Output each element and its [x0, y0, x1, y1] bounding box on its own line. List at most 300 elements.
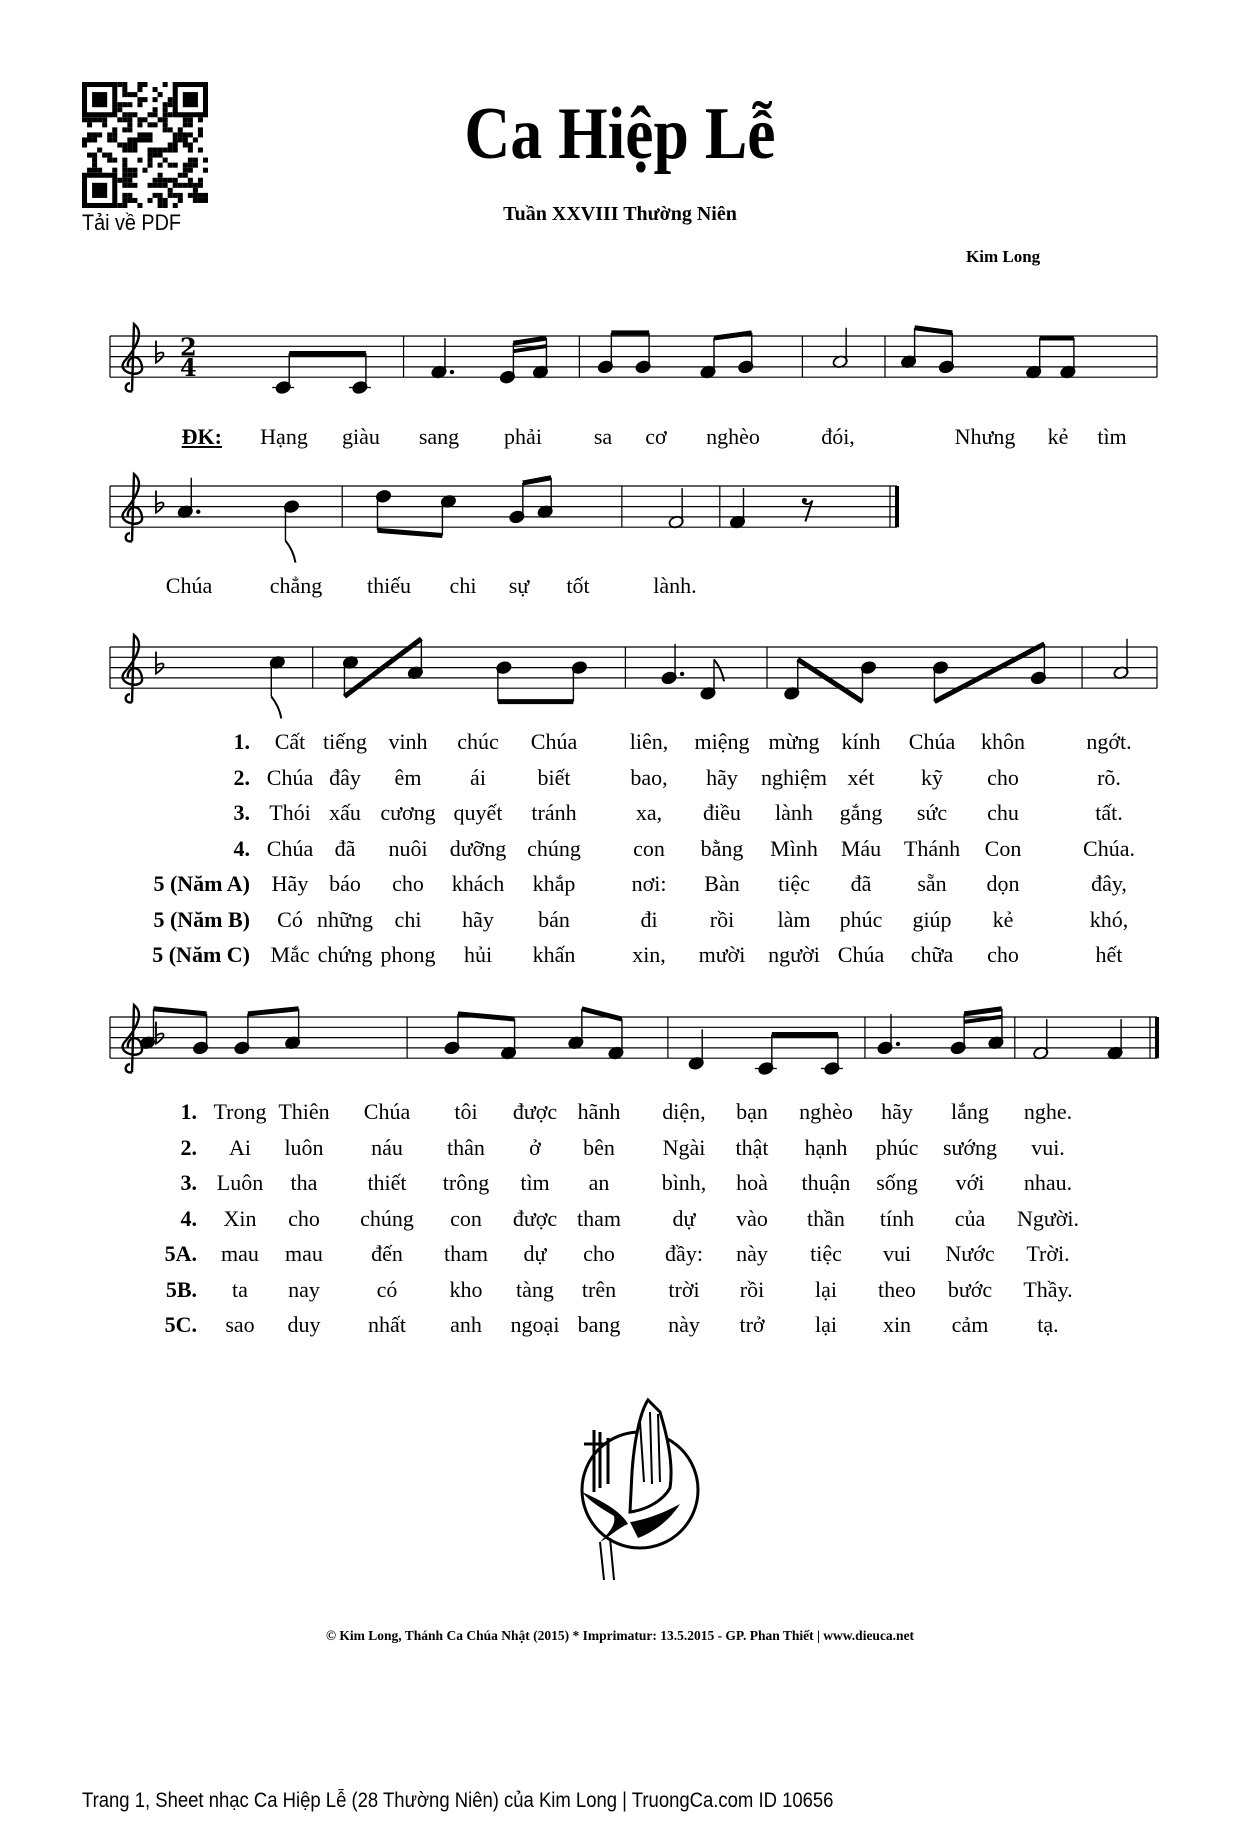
lyric-word: nuôi: [388, 835, 428, 861]
lyric-word: Hạng: [260, 424, 308, 449]
song-subtitle: Tuần XXVIII Thường Niên: [503, 203, 737, 225]
note: [597, 360, 613, 374]
note: [275, 380, 291, 394]
qr-module: [198, 178, 203, 183]
lyric-word: rồi: [739, 1276, 765, 1302]
lyric-word: Có: [277, 906, 303, 932]
lyric-word: con: [450, 1205, 482, 1231]
lyric-word: tìm: [520, 1170, 550, 1195]
note: [1060, 365, 1076, 379]
note: [938, 360, 954, 374]
lyric-word: trời: [668, 1276, 700, 1302]
lyric-word: hãnh: [577, 1099, 621, 1124]
lyric-word: xét: [847, 764, 875, 790]
lyric-word: vui: [882, 1241, 912, 1266]
lyric-word: Chúa: [837, 942, 885, 967]
note: [901, 355, 917, 369]
note: [635, 360, 651, 374]
verse-label: 4.: [180, 1205, 197, 1231]
note: [688, 1056, 704, 1070]
lyric-word: mau: [221, 1241, 259, 1266]
lyric-word: tiệc: [810, 1241, 842, 1266]
verse-label: 5B.: [165, 1276, 197, 1302]
lyric-word: Chúa: [530, 729, 578, 754]
treble-clef-icon: [123, 324, 143, 391]
note: [758, 1061, 774, 1075]
flat-icon: [156, 341, 164, 363]
lyric-word: có: [376, 1276, 398, 1302]
note: [877, 1041, 893, 1055]
lyric-word: bên: [583, 1134, 615, 1160]
lyric-word: kỹ: [921, 764, 943, 790]
lyric-word: được: [512, 1205, 558, 1231]
lyric-word: nghèo: [799, 1099, 853, 1124]
lyric-word: lại: [815, 1312, 837, 1337]
song-title: Ca Hiệp Lễ: [464, 93, 776, 175]
verse-label: 2.: [233, 764, 250, 790]
lyric-word: Nhưng: [954, 424, 1016, 449]
lyric-word: tiếng: [323, 729, 367, 754]
lyric-word: cho: [987, 942, 1019, 967]
lyric-word: của: [954, 1205, 986, 1231]
verse-label: 5C.: [164, 1312, 197, 1337]
lyric-word: lành.: [653, 573, 697, 598]
lyric-word: rồi: [709, 906, 735, 932]
lyric-word: cho: [288, 1205, 320, 1231]
qr-module: [198, 183, 203, 188]
qr-module: [122, 82, 127, 87]
lyric-word: này: [736, 1241, 768, 1266]
lyric-word: hủi: [463, 942, 493, 967]
qr-module: [188, 178, 193, 183]
verse-label: 1.: [233, 729, 250, 754]
composer: Kim Long: [966, 247, 1041, 266]
lyric-word: bằng: [700, 835, 744, 861]
lyric-word: những: [317, 906, 373, 932]
verse-label: 5 (Năm B): [153, 906, 250, 932]
qr-module: [158, 183, 163, 188]
note: [1026, 365, 1042, 379]
flat-icon: [156, 491, 164, 513]
note: [352, 380, 368, 394]
lyric-word: biết: [537, 764, 571, 790]
lyric-word: lành: [775, 800, 813, 825]
lyric-word: dự: [672, 1205, 696, 1231]
lyric-word: duy: [287, 1312, 321, 1337]
note: [932, 661, 948, 675]
lyric-word: đây,: [1091, 871, 1127, 896]
lyric-word: sự: [508, 573, 530, 598]
lyric-word: bao,: [630, 764, 668, 790]
flat-icon: [156, 1022, 164, 1044]
note: [860, 661, 876, 675]
lyric-word: Cất: [274, 729, 306, 754]
lyric-word: tính: [879, 1205, 915, 1231]
lyric-word: tha: [290, 1170, 318, 1195]
refrain-label: ĐK:: [181, 424, 222, 449]
lyric-word: tất.: [1095, 800, 1123, 825]
lyric-word: Chúa: [363, 1099, 411, 1124]
qr-module: [153, 183, 158, 188]
lyric-word: chúng: [360, 1205, 414, 1231]
download-pdf-link[interactable]: Tải về PDF: [82, 210, 182, 235]
lyric-word: đến: [371, 1241, 403, 1266]
lyric-word: chi: [394, 906, 422, 932]
lyric-word: phúc: [839, 906, 883, 932]
lyric-word: đi: [640, 906, 658, 932]
note: [1033, 1046, 1049, 1060]
lyric-word: theo: [878, 1276, 916, 1302]
note: [700, 365, 716, 379]
lyric-word: mười: [698, 942, 746, 967]
lyric-word: cơ: [645, 424, 667, 449]
lyric-word: cho: [987, 764, 1019, 790]
lyric-word: xin,: [632, 942, 666, 967]
note: [1113, 666, 1129, 680]
lyric-word: Thói: [269, 800, 311, 825]
verse-label: 5A.: [164, 1241, 197, 1266]
lyric-word: thiết: [367, 1170, 407, 1195]
lyric-word: kẻ: [992, 906, 1014, 932]
lyric-word: bình,: [661, 1170, 707, 1195]
note: [407, 666, 423, 680]
lyric-word: Mắc: [270, 942, 310, 967]
note: [661, 671, 677, 685]
lyric-word: hết: [1095, 942, 1123, 967]
lyric-word: trở: [739, 1312, 765, 1337]
verse-label: 3.: [233, 800, 250, 825]
lyric-word: chi: [449, 573, 477, 598]
lyric-word: phong: [380, 942, 436, 967]
lyric-word: kho: [449, 1276, 483, 1302]
lyric-word: Người.: [1016, 1205, 1080, 1231]
treble-clef-icon: [123, 635, 143, 702]
lyric-word: Luôn: [216, 1170, 264, 1195]
lyric-word: giàu: [342, 424, 380, 449]
lyric-word: ngoại: [510, 1312, 560, 1337]
lyric-word: vào: [736, 1205, 768, 1231]
lyric-word: đầy:: [665, 1241, 703, 1266]
note: [496, 661, 512, 675]
qr-module: [122, 193, 127, 198]
lyric-word: an: [588, 1170, 610, 1195]
verse-label: 5 (Năm A): [153, 871, 250, 896]
note: [832, 355, 848, 369]
lyric-word: Mình: [770, 835, 818, 861]
lyric-word: tốt: [566, 573, 590, 598]
lyric-word: sẵn: [917, 871, 947, 896]
staff-2: [110, 474, 897, 563]
lyric-word: Nước: [945, 1241, 995, 1266]
lyric-word: Ngài: [662, 1134, 706, 1160]
lyric-word: tránh: [531, 800, 577, 825]
lyric-word: Hãy: [271, 871, 309, 896]
lyric-word: hãy: [706, 764, 738, 790]
lyric-word: dưỡng: [449, 835, 507, 861]
page-footer[interactable]: Trang 1, Sheet nhạc Ca Hiệp Lễ (28 Thường Niên) của Kim Long | TruongCa.com ID 10656: [82, 1789, 834, 1812]
note: [738, 360, 754, 374]
lyric-word: người: [768, 942, 820, 967]
lyric-word: Thiên: [278, 1099, 330, 1124]
note: [375, 489, 391, 503]
qr-module: [168, 193, 173, 198]
qr-module: [137, 82, 142, 87]
qr-module: [142, 82, 147, 87]
qr-module: [163, 178, 168, 183]
note: [193, 1041, 209, 1055]
lyric-word: hãy: [462, 906, 494, 932]
lyric-word: mau: [285, 1241, 323, 1266]
verse-label: 2.: [180, 1134, 197, 1160]
lyric-word: lại: [815, 1276, 837, 1302]
lyric-word: phải: [504, 424, 542, 449]
lyric-word: sang: [418, 424, 460, 449]
lyric-word: Trời.: [1026, 1241, 1070, 1266]
lyric-word: diện,: [662, 1099, 706, 1124]
lyric-word: trông: [442, 1170, 490, 1195]
qr-module: [168, 188, 173, 193]
lyric-word: con: [633, 835, 665, 861]
lyric-word: náu: [371, 1134, 403, 1160]
lyric-word: sống: [876, 1170, 918, 1195]
qr-module: [193, 193, 198, 198]
lyric-word: làm: [777, 906, 811, 932]
treble-clef-icon: [123, 1005, 143, 1072]
lyric-word: sa: [593, 424, 613, 449]
lyric-word: dọn: [986, 871, 1020, 896]
lyric-word: cương: [380, 800, 436, 825]
lyric-word: tạ.: [1037, 1312, 1059, 1337]
note: [177, 505, 193, 519]
note: [1107, 1046, 1123, 1060]
qr-module: [178, 183, 183, 188]
note: [784, 686, 800, 700]
lyric-word: báo: [329, 871, 361, 896]
qr-module: [183, 183, 188, 188]
lyric-word: Chúa: [165, 573, 213, 598]
qr-module: [117, 82, 122, 87]
lyric-word: quyết: [453, 800, 503, 825]
lyric-word: bạn: [736, 1099, 768, 1124]
lyric-word: ái: [470, 764, 486, 790]
note: [700, 686, 716, 700]
lyric-word: ở: [529, 1134, 541, 1160]
lyric-word: chữa: [910, 942, 954, 967]
note: [950, 1041, 966, 1055]
lyric-word: chúc: [457, 729, 499, 754]
lyric-word: rõ.: [1097, 764, 1121, 790]
lyric-word: Máu: [840, 835, 882, 861]
lyric-word: hãy: [881, 1099, 913, 1124]
lyric-word: Bàn: [704, 871, 740, 896]
eighth-rest-icon: [802, 500, 812, 521]
lyric-word: Con: [984, 835, 1022, 861]
qr-module: [132, 183, 137, 188]
note: [440, 494, 456, 508]
qr-module: [168, 178, 173, 183]
verse-label: 1.: [180, 1099, 197, 1124]
lyric-word: chúng: [527, 835, 581, 861]
note: [499, 370, 515, 384]
qr-module: [203, 193, 208, 198]
lyric-word: nơi:: [631, 871, 667, 896]
lyric-word: trên: [581, 1276, 617, 1302]
qr-module: [148, 183, 153, 188]
note: [988, 1036, 1004, 1050]
lyric-word: kính: [841, 729, 881, 754]
note: [139, 1036, 155, 1050]
lyric-word: mừng: [768, 729, 820, 754]
staff-3: [110, 635, 1157, 718]
lyric-word: khôn: [981, 729, 1025, 754]
copyright-notice: © Kim Long, Thánh Ca Chúa Nhật (2015) * Imprimatur: 13.5.2015 - GP. Phan Thiết | www.dieuca.net: [325, 1628, 915, 1643]
time-signature: 4: [180, 353, 197, 383]
lyric-word: Chúa: [908, 729, 956, 754]
staff-1: [110, 324, 1157, 395]
qr-module: [117, 178, 122, 183]
note: [283, 500, 299, 514]
qr-module: [153, 193, 158, 198]
lyric-word: chẳng: [269, 573, 323, 598]
lyric-word: thuận: [801, 1170, 851, 1195]
qr-module: [163, 183, 168, 188]
lyric-word: lắng: [951, 1099, 989, 1124]
staff-4: [110, 1005, 1157, 1076]
flat-icon: [156, 652, 164, 674]
qr-module: [188, 193, 193, 198]
lyric-word: Trong: [213, 1099, 267, 1124]
lyric-word: sao: [225, 1312, 255, 1337]
lyric-word: đây: [329, 764, 361, 790]
qr-module: [163, 82, 168, 87]
note: [1030, 671, 1046, 685]
lyric-word: êm: [394, 764, 422, 790]
qr-module: [188, 183, 193, 188]
note: [608, 1046, 624, 1060]
qr-module: [158, 193, 163, 198]
qr-module: [198, 193, 203, 198]
lyric-word: gắng: [839, 800, 883, 825]
lyric-word: xa,: [635, 800, 663, 825]
lyric-word: dự: [523, 1241, 547, 1266]
lyric-word: với: [955, 1170, 985, 1195]
lyric-word: tìm: [1097, 424, 1127, 449]
note: [824, 1061, 840, 1075]
lyric-word: sướng: [942, 1134, 998, 1160]
lyric-word: này: [668, 1312, 700, 1337]
note: [509, 510, 525, 524]
qr-module: [127, 193, 132, 198]
lyric-word: anh: [450, 1312, 482, 1337]
lyric-word: Thầy.: [1023, 1276, 1073, 1302]
lyric-word: xấu: [329, 800, 361, 825]
lyric-word: đã: [850, 871, 872, 896]
lyric-word: khách: [451, 871, 505, 896]
lyric-word: nhau.: [1023, 1170, 1073, 1195]
note: [285, 1036, 301, 1050]
lyric-word: kẻ: [1047, 424, 1069, 449]
lyric-word: nay: [288, 1276, 320, 1302]
verse-label: 4.: [233, 835, 250, 861]
lyric-word: phúc: [875, 1134, 919, 1160]
qr-module: [158, 178, 163, 183]
treble-clef-icon: [123, 474, 143, 541]
lyric-word: khó,: [1089, 906, 1129, 932]
lyric-word: khấn: [532, 942, 576, 967]
qr-module: [153, 178, 158, 183]
lyric-word: nghiệm: [761, 764, 827, 790]
lyric-word: liên,: [629, 729, 669, 754]
qr-module: [178, 193, 183, 198]
note: [568, 1036, 584, 1050]
verse-label: 5 (Năm C): [152, 942, 250, 967]
note: [729, 515, 745, 529]
lyric-word: tiệc: [778, 871, 810, 896]
qr-module: [173, 178, 178, 183]
lyric-word: Thánh: [903, 835, 961, 861]
note: [444, 1041, 460, 1055]
lyric-word: thân: [447, 1134, 485, 1160]
qr-module: [173, 193, 178, 198]
lyric-word: nghe.: [1023, 1099, 1073, 1124]
lyric-word: nhất: [368, 1312, 406, 1337]
lyric-word: Chúa: [266, 835, 314, 861]
lyric-word: tham: [444, 1241, 488, 1266]
lyric-word: Chúa: [266, 764, 314, 790]
note: [537, 505, 553, 519]
lyric-word: thần: [807, 1205, 845, 1231]
note: [342, 655, 358, 669]
qr-module: [122, 178, 127, 183]
lyric-word: miệng: [694, 729, 750, 754]
lyric-word: hạnh: [804, 1134, 848, 1160]
lyric-word: ngớt.: [1086, 729, 1132, 754]
qr-module: [193, 188, 198, 193]
qr-module: [127, 183, 132, 188]
qr-module: [173, 183, 178, 188]
note: [532, 365, 548, 379]
lyric-word: bang: [577, 1312, 621, 1337]
lyric-word: tàng: [516, 1276, 554, 1302]
lyric-word: cảm: [951, 1312, 989, 1337]
lyric-word: đã: [334, 835, 356, 861]
lyric-word: điều: [703, 800, 741, 825]
lyric-word: hoà: [736, 1170, 768, 1195]
note: [269, 655, 285, 669]
lyric-word: ta: [232, 1276, 248, 1302]
lyric-word: Xin: [223, 1205, 257, 1231]
lyric-word: khắp: [532, 871, 576, 896]
note: [234, 1041, 250, 1055]
lyric-word: tôi: [454, 1099, 478, 1124]
lyric-word: vinh: [388, 729, 428, 754]
note: [668, 515, 684, 529]
lyric-word: cho: [583, 1241, 615, 1266]
lyric-word: thật: [735, 1134, 769, 1160]
lyric-word: chứng: [317, 942, 373, 967]
lyric-word: sức: [916, 800, 948, 825]
lyric-word: luôn: [284, 1134, 324, 1160]
note: [571, 661, 587, 675]
lyric-word: thiếu: [367, 573, 411, 598]
qr-module: [127, 178, 132, 183]
lyric-word: Chúa.: [1083, 835, 1135, 861]
lyric-word: đói,: [821, 424, 855, 449]
qr-module: [122, 183, 127, 188]
lyric-word: bước: [947, 1276, 993, 1302]
note: [500, 1046, 516, 1060]
lyric-word: nghèo: [706, 424, 760, 449]
